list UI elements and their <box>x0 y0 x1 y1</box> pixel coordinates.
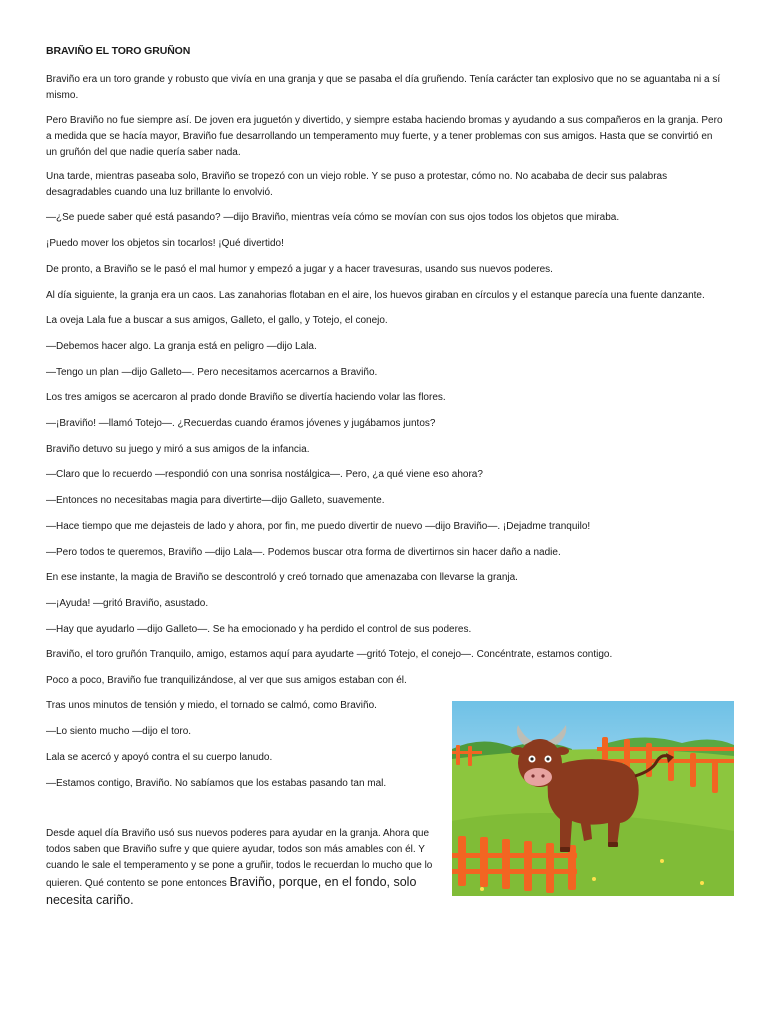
paragraph: Al día siguiente, la granja era un caos. Las zanahorias flotaban en el aire, los huevos giraban en círculos y el estanque parecía una fuente danzante. <box>46 290 705 301</box>
paragraph: —Hay que ayudarlo —dijo Galleto—. Se ha emocionado y ha perdido el control de sus poderes. <box>46 624 472 635</box>
bull-right-ear <box>555 747 569 755</box>
paragraph: Una tarde, mientras paseaba solo, Braviño se tropezó con un viejo roble. Y se puso a protestar, cómo no. No acababa de decir sus palabras desagradables cuando una luz brillante lo envolvió. <box>46 171 668 198</box>
paragraph: —Pero todos te queremos, Braviño —dijo Lala—. Podemos buscar otra forma de divertirnos sin hacer daño a nadie. <box>46 547 561 558</box>
closing-text: Desde aquel día Braviño usó sus nuevos poderes para ayudar en la granja. Ahora que todos saben que Braviño sufre y que quiere ayudar, todos son más amables con él. Y cuando le sale el temperamento y se pone a gruñir, todos le recuerdan lo mucho que lo quieren. Qué contento se pone entonces <box>46 828 433 889</box>
paragraph: —Claro que lo recuerdo —respondió con una sonrisa nostálgica—. Pero, ¿a qué viene eso ahora? <box>46 469 483 480</box>
paragraph: —Entonces no necesitabas magia para divertirte—dijo Galleto, suavemente. <box>46 495 385 506</box>
paragraph: —¡Braviño! —llamó Totejo—. ¿Recuerdas cuando éramos jóvenes y jugábamos juntos? <box>46 418 436 429</box>
paragraph: —¡Ayuda! —gritó Braviño, asustado. <box>46 598 209 609</box>
bull-snout <box>524 768 552 786</box>
paragraph: Pero Braviño no fue siempre así. De joven era juguetón y divertido, y siempre estaba haciendo bromas y ayudando a sus compañeros en la granja. Pero a medida que se hacía mayor, Braviño fue desarrollando un temperamento muy fuerte, y a tener problemas con sus amigos. Hasta que se convirtió en un gruñón del que nadie quería saber nada. <box>46 115 723 158</box>
paragraph: —Debemos hacer algo. La granja está en peligro —dijo Lala. <box>46 341 317 352</box>
paragraph: Los tres amigos se acercaron al prado donde Braviño se divertía haciendo volar las flores. <box>46 392 446 403</box>
paragraph: —Lo siento mucho —dijo el toro. <box>46 726 192 737</box>
bull-left-ear <box>511 747 525 755</box>
story-title: BRAVIÑO EL TORO GRUÑON <box>46 45 191 57</box>
paragraph: —¿Se puede saber qué está pasando? —dijo Braviño, mientras veía cómo se movían con sus ojos todos los objetos que miraba. <box>46 212 620 223</box>
paragraph: De pronto, a Braviño se le pasó el mal humor y empezó a jugar y a hacer travesuras, usando sus nuevos poderes. <box>46 264 553 275</box>
paragraph: Braviño detuvo su juego y miró a sus amigos de la infancia. <box>46 444 310 455</box>
paragraph: Braviño, el toro gruñón Tranquilo, amigo, estamos aquí para ayudarte —gritó Totejo, el conejo—. Concéntrate, estamos contigo. <box>46 649 613 660</box>
bull-illustration <box>452 701 734 896</box>
paragraph: ¡Puedo mover los objetos sin tocarlos! ¡Qué divertido! <box>46 238 284 249</box>
paragraph: Braviño era un toro grande y robusto que vivía en una granja y que se pasaba el día gruñendo. Tenía carácter tan explosivo que no se aguantaba ni a sí mismo. <box>46 74 721 101</box>
paragraph: Tras unos minutos de tensión y miedo, el tornado se calmó, como Braviño. <box>46 700 377 711</box>
closing-emphasis: Braviño, porque, en el fondo, solo necesita cariño. <box>46 875 417 907</box>
closing-paragraph <box>46 826 441 910</box>
paragraph: —Tengo un plan —dijo Galleto—. Pero necesitamos acercarnos a Braviño. <box>46 367 378 378</box>
paragraph: Poco a poco, Braviño fue tranquilizándose, al ver que sus amigos estaban con él. <box>46 675 407 686</box>
paragraph: —Hace tiempo que me dejasteis de lado y ahora, por fin, me puedo divertir de nuevo —dijo Braviño—. ¡Dejadme tranquilo! <box>46 521 591 532</box>
paragraph: Lala se acercó y apoyó contra el su cuerpo lanudo. <box>46 752 273 763</box>
paragraph: La oveja Lala fue a buscar a sus amigos, Galleto, el gallo, y Totejo, el conejo. <box>46 315 388 326</box>
bull-in-meadow-image <box>452 701 734 896</box>
paragraph: —Estamos contigo, Braviño. No sabíamos que los estabas pasando tan mal. <box>46 778 387 789</box>
paragraph: En ese instante, la magia de Braviño se descontroló y creó tornado que amenazaba con llevarse la granja. <box>46 572 518 583</box>
